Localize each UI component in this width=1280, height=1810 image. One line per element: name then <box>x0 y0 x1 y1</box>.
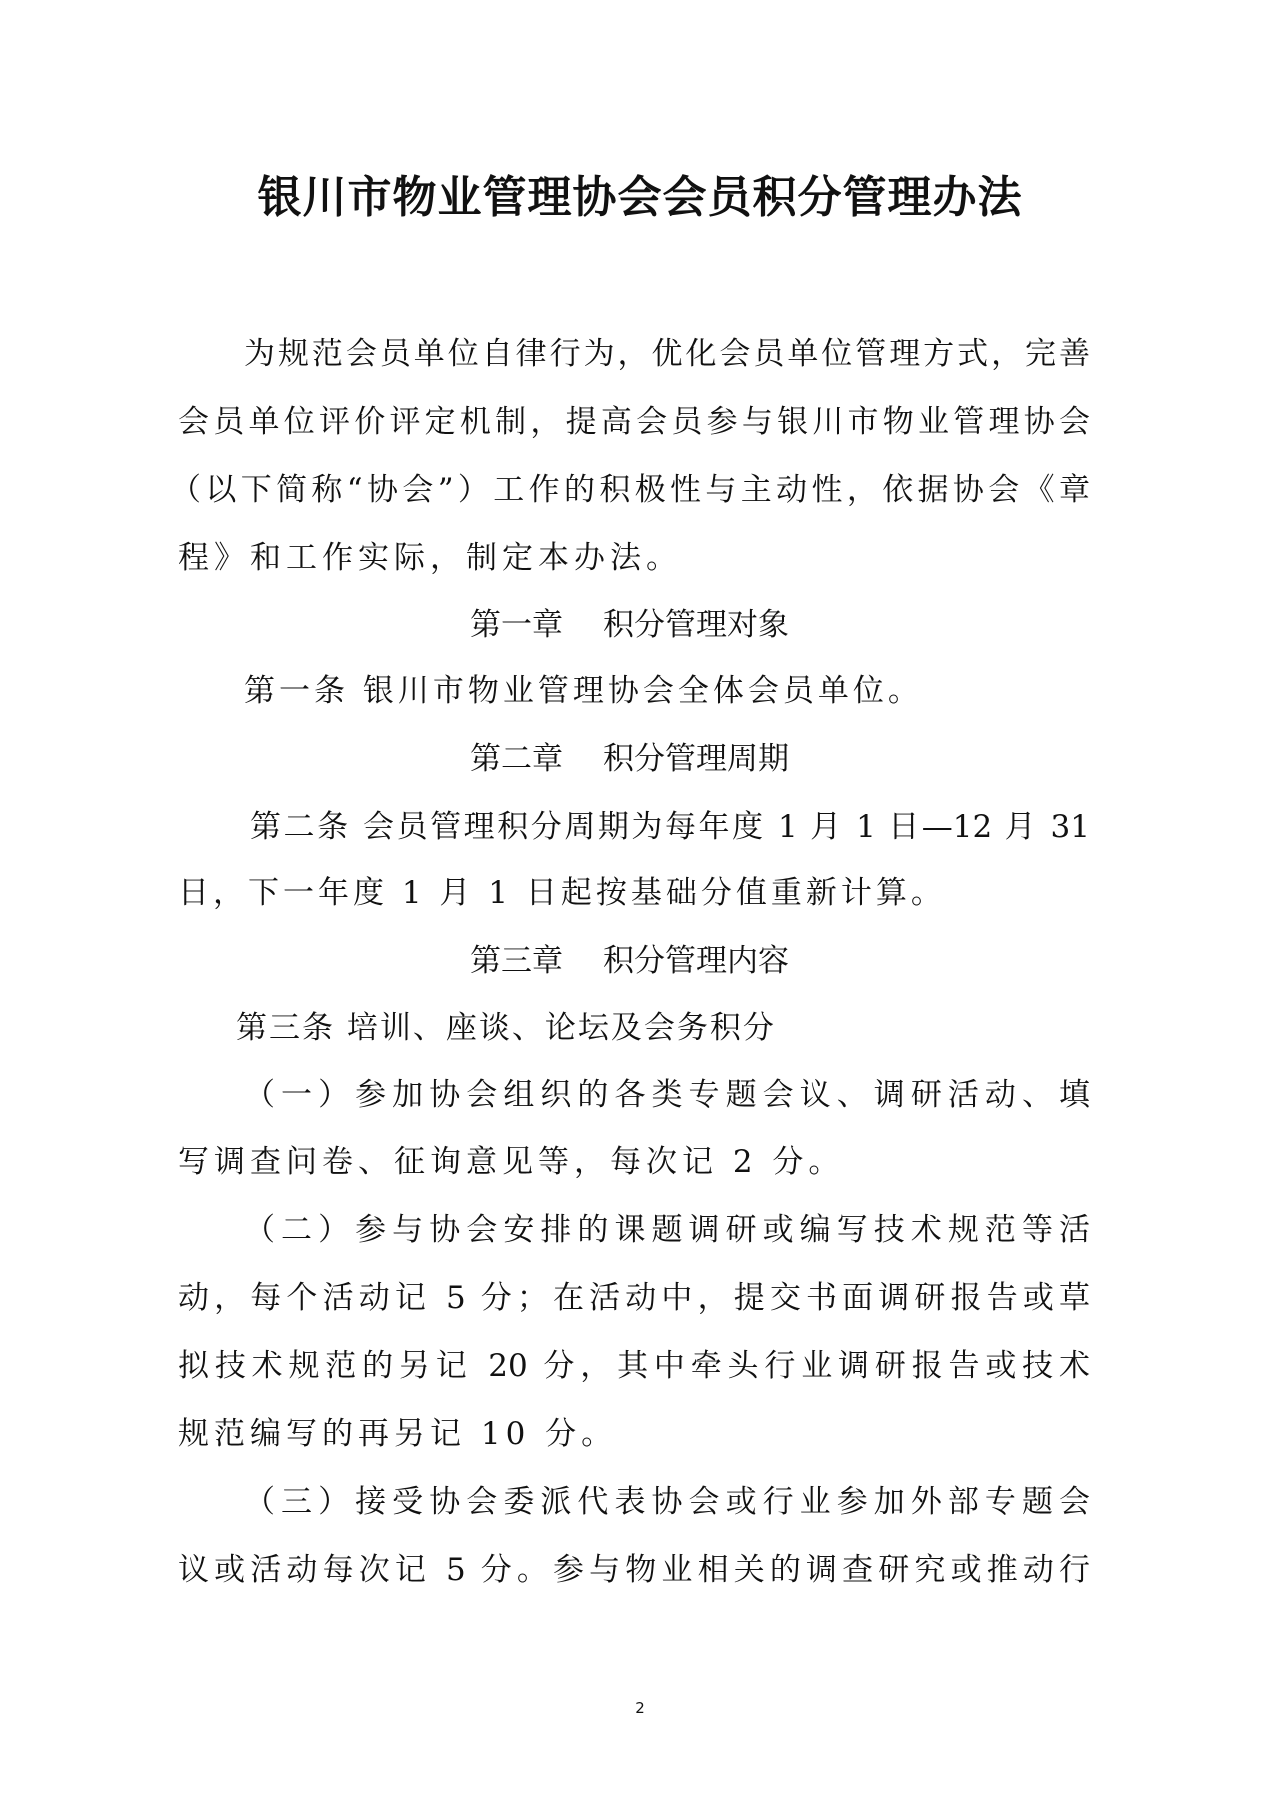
item-3-line-1: （三）接受协会委派代表协会或行业参加外部专题会 <box>244 1484 1090 1520</box>
chapter-1-number: 第一章 <box>470 607 563 643</box>
chapter-3-title: 积分管理内容 <box>603 943 789 979</box>
article-2-line-1: 第二条 会员管理积分周期为每年度 1 月 1 日—12 月 31 <box>250 809 1090 845</box>
chapter-2-heading <box>470 737 789 781</box>
chapter-3-number: 第三章 <box>470 943 563 979</box>
page-number: 2 <box>635 1699 645 1717</box>
item-2-line-2: 动，每个活动记 5 分；在活动中，提交书面调研报告或草 <box>178 1280 1090 1316</box>
chapter-1-title: 积分管理对象 <box>603 607 789 643</box>
article-3: 第三条 培训、座谈、论坛及会务积分 <box>236 1010 776 1046</box>
document-title: 银川市物业管理协会会员积分管理办法 <box>257 172 1023 223</box>
item-1-line-1: （一）参加协会组织的各类专题会议、调研活动、填 <box>244 1077 1090 1113</box>
item-2-line-1: （二）参与协会安排的课题调研或编写技术规范等活 <box>244 1212 1090 1248</box>
chapter-3-heading <box>470 939 789 983</box>
chapter-1-heading <box>470 603 789 647</box>
item-3-line-2: 议或活动每次记 5 分。参与物业相关的调查研究或推动行 <box>178 1552 1090 1588</box>
item-1-line-2: 写调查问卷、征询意见等，每次记 2 分。 <box>178 1144 845 1180</box>
article-1: 第一条 银川市物业管理协会全体会员单位。 <box>244 673 923 709</box>
chapter-2-number: 第二章 <box>470 741 563 777</box>
item-2-line-3: 拟技术规范的另记 20 分，其中牵头行业调研报告或技术 <box>178 1348 1090 1384</box>
intro-line-4: 程》和工作实际，制定本办法。 <box>178 540 682 576</box>
intro-line-3: （以下简称“协会”）工作的积极性与主动性，依据协会《章 <box>170 472 1090 508</box>
item-2-line-4: 规范编写的再另记 10 分。 <box>178 1416 618 1452</box>
article-2-line-2: 日，下一年度 1 月 1 日起按基础分值重新计算。 <box>178 875 946 911</box>
intro-line-2: 会员单位评价评定机制，提高会员参与银川市物业管理协会 <box>178 404 1090 440</box>
chapter-2-title: 积分管理周期 <box>603 741 789 777</box>
intro-line-1: 为规范会员单位自律行为，优化会员单位管理方式，完善 <box>244 336 1090 372</box>
